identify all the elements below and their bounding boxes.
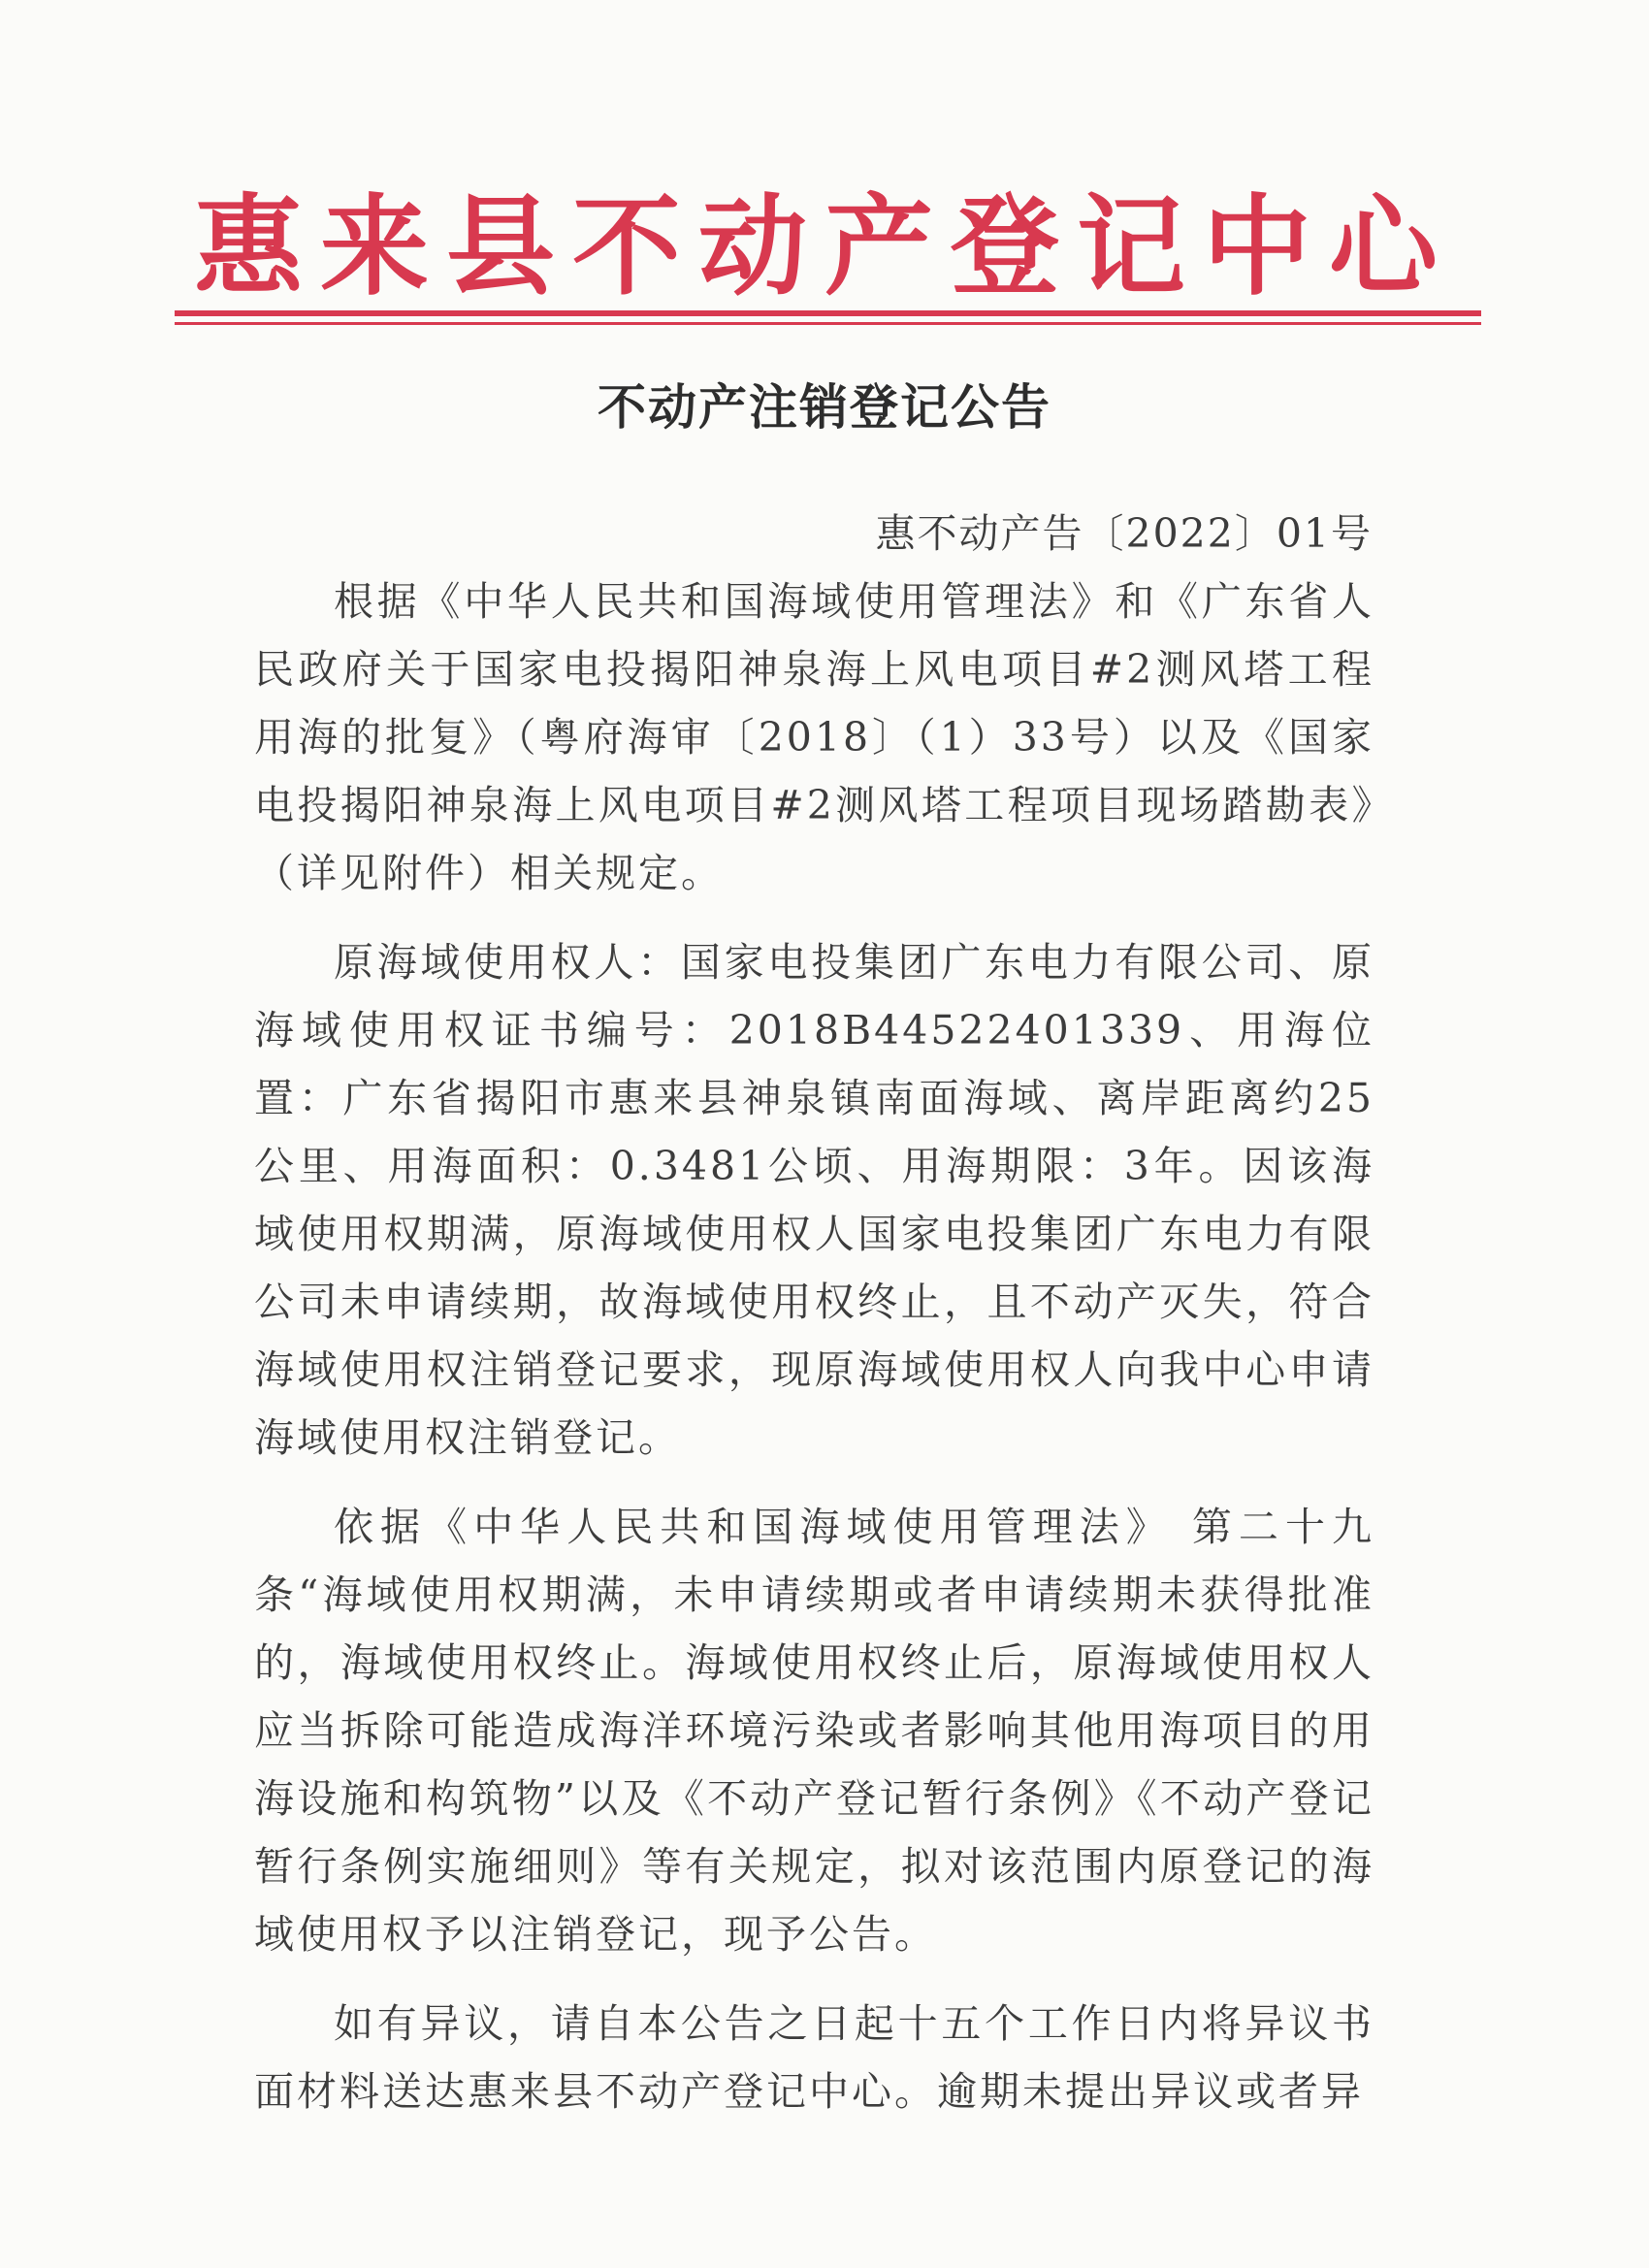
letterhead-org-name: 惠来县不动产登记中心 — [194, 183, 1455, 310]
paragraph-regulation: 依据《中华人民共和国海域使用管理法》 第二十九条“海域使用权期满，未申请续期或者申请续期未获得批准的，海域使用权终止。海域使用权终止后，原海域使用权人应当拆除可能造成海洋环境污染或者影响其他用海项目的用海设施和构筑物”以及《不动产登记暂行条例》《不动产登记暂行条例实施细则》等有关规定，拟对该范围内原登记的海域使用权予以注销登记，现予公告。 — [254, 1504, 1374, 1958]
document-number: 惠不动产告〔2022〕01号 — [875, 510, 1373, 557]
notice-title: 不动产注销登记公告 — [598, 379, 1051, 436]
letterhead-red-rule — [175, 310, 1481, 316]
paragraph-legal-basis: 根据《中华人民共和国海域使用管理法》和《广东省人民政府关于国家电投揭阳神泉海上风电项目#2测风塔工程用海的批复》（粤府海审〔2018〕（1）33号）以及《国家电投揭阳神泉海上风电项目#2测风塔工程项目现场踏勘表》（详见附件）相关规定。 — [254, 578, 1374, 896]
paragraph-original-holder: 原海域使用权人：国家电投集团广东电力有限公司、原海域使用权证书编号：2018B44522401339、用海位置：广东省揭阳市惠来县神泉镇南面海域、离岸距离约25公里、用海面积：0.3481公顷、用海期限：3年。因该海域使用权期满，原海域使用权人国家电投集团广东电力有限公司未申请续期，故海域使用权终止，且不动产灭失，符合海域使用权注销登记要求，现原海域使用权人向我中心申请海域使用权注销登记。 — [254, 939, 1374, 1461]
letterhead-red-rule-thin — [175, 322, 1481, 325]
paragraph-objection: 如有异议，请自本公告之日起十五个工作日内将异议书面材料送达惠来县不动产登记中心。逾期未提出异议或者异 — [254, 2000, 1374, 2115]
notice-body — [254, 567, 1374, 2147]
